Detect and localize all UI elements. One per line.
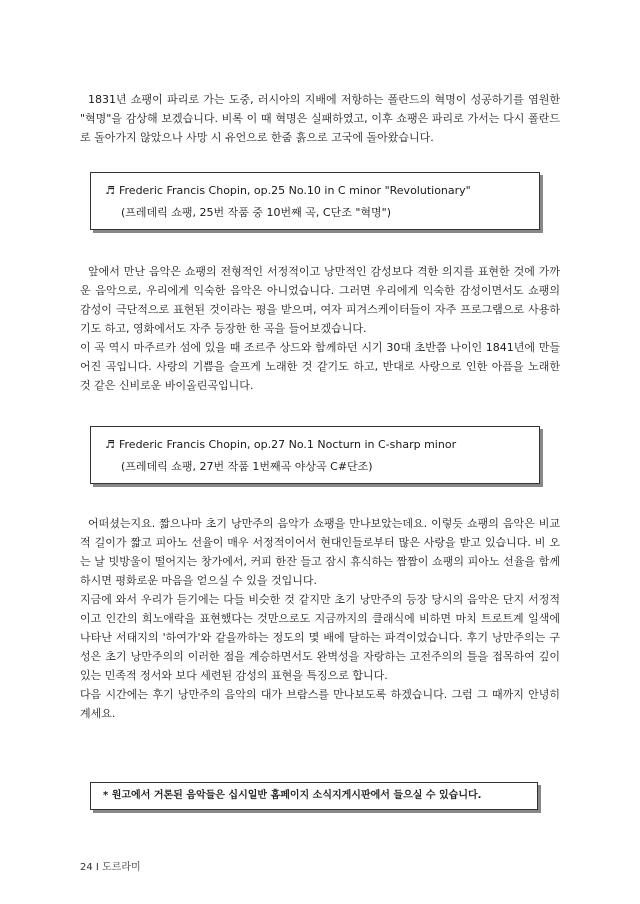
notice-box: * 원고에서 거론된 음악들은 십시일반 홈페이지 소식지게시판에서 들으실 수 있습니다. — [90, 782, 538, 810]
music-subtitle: (프레데릭 쇼팽, 25번 작품 중 10번째 곡, C단조 "혁명") — [121, 206, 391, 219]
music-subtitle: (프레데릭 쇼팽, 27번 작품 1번째곡 야상곡 C#단조) — [121, 460, 373, 473]
music-title: Frederic Francis Chopin, op.27 No.1 Nocturn in C-sharp minor — [119, 438, 457, 451]
music-box-nocturne — [90, 426, 540, 484]
music-title-line — [105, 435, 456, 455]
music-note-icon: ♬ — [105, 438, 115, 451]
paragraph-closing: 어떠셨는지요. 짧으나마 초기 낭만주의 음악가 쇼팽을 만나보았는데요. 이렇듯 쇼팽의 음악은 비교적 길이가 짧고 피아노 선율이 매우 서정적이어서 현대인들로부터 많은 사랑을 받고 있습니다. 비 오는 날 빗방울이 떨어지는 창가에서, 커피 한잔 들고 잠시 휴식하는 짬짬이 쇼팽의 피아노 선율을 함께 하시면 평화로운 마음을 얻으실 수 있을 것입니다. 지금에 와서 우리가 듣기에는 다들 비슷한 것 같지만 초기 낭만주의 등장 당시의 음악은 단지 서정적이고 인간의 희노애락을 표현했다는 것만으로도 지금까지의 클래식에 비하면 마치 트로트계 일색에 나타난 서태지의 '하여가'와 같을까하는 정도의 몇 배에 달하는 파격이었습니다. 후기 낭만주의는 구성은 초기 낭만주의의 이러한 점을 계승하면서도 완벽성을 자랑하는 고전주의의 틀을 접목하여 깊이 있는 민족적 정서와 보다 세련된 감성의 표현을 특징으로 합니다. 다음 시간에는 후기 낭만주의 음악의 대가 브람스를 만나보도록 하겠습니다. 그럼 그 때까지 안녕히 계세요. — [80, 517, 560, 720]
paragraph-revolution-intro: 1831년 쇼팽이 파리로 가는 도중, 러시아의 지배에 저항하는 폴란드의 혁명이 성공하기를 염원한 "혁명"을 감상해 보겠습니다. 비록 이 때 혁명은 실패하였고, 이후 쇼팽은 파리로 가서는 다시 폴란드로 돌아가지 않았으나 사망 시 유언으로 한줌 흙으로 고국에 돌아왔습니다. — [80, 93, 560, 144]
music-box-revolutionary — [90, 172, 540, 230]
music-title: Frederic Francis Chopin, op.25 No.10 in C minor "Revolutionary" — [119, 184, 471, 197]
paragraph-nocturne-intro: 앞에서 만난 음악은 쇼팽의 전형적인 서정적이고 낭만적인 감성보다 격한 의지를 표현한 것에 가까운 음악으로, 우리에게 익숙한 음악은 아니었습니다. 그러면 우리에게 익숙한 감성이면서도 쇼팽의 감성이 극단적으로 표현된 것이라는 평을 받으며, 여자 피겨스케이터들이 자주 프로그램으로 사용하기도 하고, 영화에서도 자주 등장한 한 곡을 들어보겠습니다. 이 곡 역시 마주르카 섬에 있을 때 조르주 상드와 함께하던 시기 30대 초반쯤 나이인 1841년에 만들어진 곡입니다. 사랑의 기쁨을 슬프게 노래한 것 같기도 하고, 반대로 사랑으로 인한 아픔을 노래한 것 같은 신비로운 바이올린곡입니다. — [80, 265, 560, 392]
music-note-icon: ♬ — [105, 184, 115, 197]
page-footer: 24 I 도르라미 — [80, 862, 141, 873]
music-title-line — [105, 181, 471, 201]
